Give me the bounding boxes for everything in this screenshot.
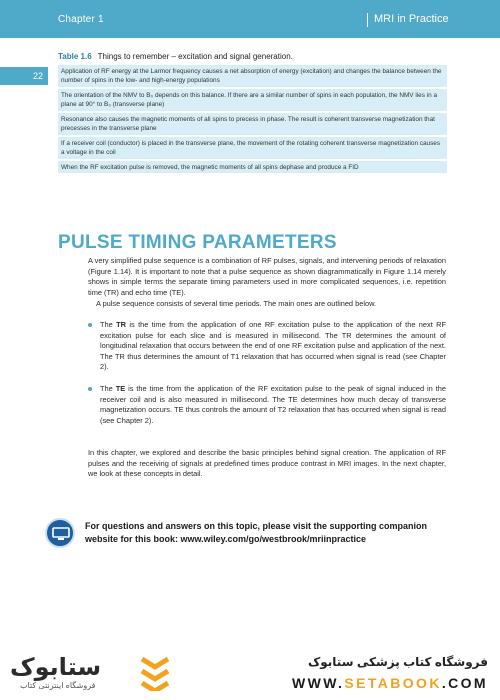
logo-brand: ستابوک [10,653,102,681]
bullet-term: TE [115,384,126,393]
bullet-lead: The [100,384,116,393]
page-number: 22 [0,67,48,85]
table-number: Table 1.6 [58,52,92,61]
header-divider [367,13,368,27]
table-row: Application of RF energy at the Larmor frequency causes a net absorption of energy (excitation) and changes the balance between the number of spins in the low- and high-energy populations [58,65,447,89]
bullet-te [88,384,446,426]
bullet-term: TR [116,320,126,329]
table-row: When the RF excitation pulse is removed, the magnetic moments of all spins dephase and produce a FID [58,161,447,175]
page-header [0,0,500,38]
logo-subtitle: فروشگاه اینترنتی کتاب [20,681,96,690]
bullet-tr [88,320,446,384]
footer-banner [0,645,500,700]
bullet-dot-icon [88,323,92,327]
store-url[interactable] [292,675,488,691]
table-caption-text: Things to remember – excitation and signal generation. [97,52,293,61]
table-row: The orientation of the NMV to B₀ depends on this balance. If there are a similar number of spins in each population, the NMV lies in a plane at 90° to B₀ (transverse plane) [58,89,447,113]
table-row: Resonance also causes the magnetic moments of all spins to precess in phase. The result is coherent transverse magnetization that precesses in the transverse plane [58,113,447,137]
paragraph-summary: In this chapter, we explored and describe the basic principles behind signal creation. The application of RF pulses and the receiving of signals at predefined times produce contrast in MRI images. In the next chapter, we look at these concepts in detail. [88,448,446,479]
url-accent: SETABOOK [344,675,442,691]
summary-table [58,65,447,175]
section-title: PULSE TIMING PARAMETERS [58,232,337,253]
store-name: فروشگاه کتاب پزشکی ستابوک [307,655,488,669]
bullet-lead: The [100,320,117,329]
timing-bullet-list [88,320,446,426]
bullet-text: is the time from the application of the RF excitation pulse to the peak of signal induced in the receiver coil and is also measured in millisecond. The TE determines how much decay of transverse magnetization occurs. TE thus controls the amount of T2 relaxation that has occurred when signal is read (see Chapter 2). [100,384,447,425]
book-title: MRI in Practice [374,13,449,25]
bullet-dot-icon [88,387,92,391]
bullet-text: is the time from the application of one RF excitation pulse to the application of the next RF excitation pulse for each slice and is measured in millisecond. The TR determines the amount of longitudinal relaxation that occurs between the end of one RF excitation pulse and application of the next. The TR thus determines the amount of T1 relaxation that has occurred when signal is read (see Chapter 2). [100,320,446,372]
table-caption [58,52,293,61]
paragraph-periods: A pulse sequence consists of several time periods. The main ones are outlined below. [96,299,377,308]
companion-website-note: For questions and answers on this topic, please visit the supporting companion website for this book: www.wiley.com/go/westbrook/mriinpractice [85,521,428,544]
chevron-logo-icon [138,653,172,691]
url-suffix: .COM [441,675,488,691]
chapter-label: Chapter 1 [58,14,104,25]
url-prefix: WWW. [291,675,345,691]
table-row: If a receiver coil (conductor) is placed in the transverse plane, the movement of the rotating coherent transverse magnetization causes a voltage in the coil [58,137,447,161]
computer-monitor-icon [45,518,75,548]
paragraph-intro: A very simplified pulse sequence is a combination of RF pulses, signals, and intervening periods of relaxation (Figure 1.14). It is important to note that a pulse sequence as shown diagrammatically in Figure 1.14 merely shows in simple terms the separate timing parameters used in more complicated sequences, i.e. repetition time (TR) and echo time (TE). [88,256,446,297]
